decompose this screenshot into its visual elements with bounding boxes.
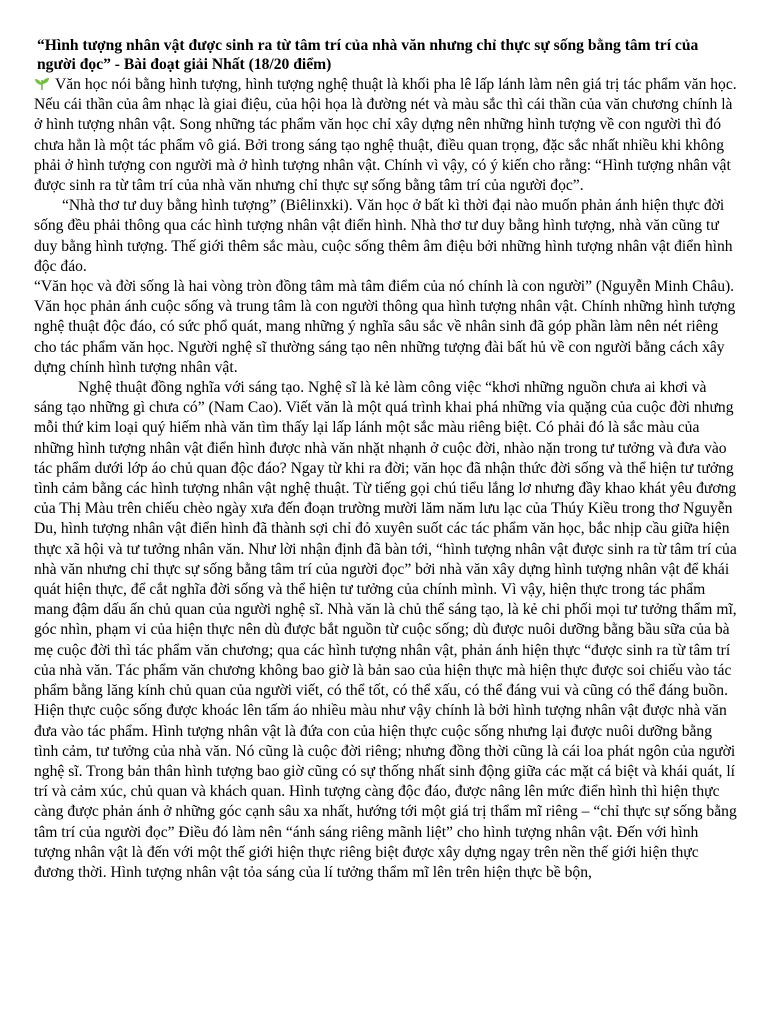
- paragraph: Nghệ thuật đồng nghĩa với sáng tạo. Nghệ sĩ là kẻ làm công việc “khơi những nguồn chưa ai khơi và sáng tạo những gì chưa có” (Nam Cao). Viết văn là một quá trình khai phá những vỉa quặng của cuộc đời nhưng mỗi thứ kim loại quý hiếm nhà văn tìm thấy lại lấp lánh một sắc màu riêng biệt. Có phải đó là sắc màu của những hình tượng nhân vật điển hình được nhà văn nhặt nhạnh ở cuộc đời, nhào nặn trong tư tưởng và đưa vào tác phẩm dưới lớp áo chủ quan độc đáo? Ngay từ khi ra đời; văn học đã nhận thức đời sống và thể hiện tư tưởng tình cảm bằng các hình tượng nhân vật nghệ thuật. Từ tiếng gọi chú tiểu lắng lơ nhưng đầy khao khát yêu đương của Thị Màu trên chiếu chèo ngày xưa đến đoạn trường mười lăm năm lưu lạc của Thúy Kiều trong thơ Nguyễn Du, hình tượng nhân vật điển hình đã thành sợi chỉ đỏ xuyên suốt các tác phẩm văn học, bắc nhịp cầu giữa hiện thực xã hội và tư tưởng nhân văn. Như lời nhận định đã bàn tới, “hình tượng nhân vật được sinh ra từ tâm trí của nhà văn nhưng chỉ thực sự sống bằng tâm trí của người đọc” bởi nhà văn xây dựng hình tượng nhân vật để khái quát hiện thực, để cắt nghĩa đời sống và thể hiện tư tưởng của chính mình. Vì vậy, hiện thực trong tác phẩm mang đậm dấu ấn chủ quan của người nghệ sĩ. Nhà văn là chủ thể sáng tạo, là kẻ chi phối mọi tư tưởng thẩm mĩ, góc nhìn, phạm vi của hiện thực nên dù được bắt nguồn từ cuộc sống; dù được nuôi dưỡng bằng bầu sữa của bà mẹ cuộc đời thì tác phẩm văn chương; qua các hình tượng nhân vật, phản ánh hiện thực “được sinh ra từ tâm trí của nhà văn. Tác phẩm văn chương không bao giờ là bản sao của hiện thực mà hiện thực được soi chiếu vào tác phẩm bằng lăng kính chủ quan của người viết, có thể tốt, có thể xấu, có thể đáng vui và cũng có thể đáng buồn. Hiện thực cuộc sống được khoác lên tấm áo nhiều màu như vậy chính là bởi hình tượng nhân vật được nhà văn đưa vào tác phẩm. Hình tượng nhân vật là đứa con của hiện thực cuộc sống nhưng lại được nuôi dưỡng bằng tình cảm, tư tưởng của nhà văn. Nó cũng là cuộc đời riêng; nhưng đồng thời cũng là cái loa phát ngôn của người nghệ sĩ. Trong bản thân hình tượng bao giờ cũng có sự thống nhất sinh động giữa các mặt cá biệt và khái quát, lí trí và cảm xúc, chủ quan và khách quan. Hình tượng càng độc đáo, được nâng lên mức điển hình thì hiện thực càng được phản ánh ở những góc cạnh sâu xa nhất, hướng tới một giá trị thẩm mĩ riêng – “chỉ thực sự sống bằng tâm trí của người đọc” Điều đó làm nên “ánh sáng riêng mãnh liệt” cho hình tượng nhân vật. Đến với hình tượng nhân vật là đến với một thế giới hiện thực riêng biệt được xây dựng ngay trên nền thế giới hiện thực đương thời. Hình tượng nhân vật tỏa sáng của lí tưởng thẩm mĩ lên trên hiện thực bề bộn,: [34, 379, 737, 881]
- paragraph: “Nhà thơ tư duy bằng hình tượng” (Biêlinxki). Văn học ở bất kì thời đại nào muốn phản ánh hiện thực đời sống đều phải thông qua các hình tượng nhân vật điển hình. Nhà thơ tư duy bằng hình tượng, nhà văn cũng tư duy bằng hình tượng. Thế giới thêm sắc màu, cuộc sống thêm âm điệu bởi những hình tượng nhân vật điển hình độc đáo.: [34, 197, 733, 275]
- leaf-icon: [34, 77, 50, 91]
- article-title: “Hình tượng nhân vật được sinh ra từ tâm trí của nhà văn nhưng chỉ thực sự sống bằng tâm trí của người đọc” - Bài đoạt giải Nhất (18/20 điểm): [37, 37, 699, 73]
- paragraph-text: Văn học nói bằng hình tượng, hình tượng nghệ thuật là khối pha lê lấp lánh làm nên giá trị tác phẩm văn học. Nếu cái thần của âm nhạc là giai điệu, của hội họa là đường nét và màu sắc thì cái thần của văn chương chính là ở hình tượng nhân vật. Song những tác phẩm văn học chỉ xây dựng nên những hình tượng về con người thì đó chưa hẳn là một tác phẩm vô giá. Bởi trong sáng tạo nghệ thuật, điều quan trọng, đặc sắc nhất nhiều khi không phải ở hình tượng con người mà ở hình tượng nhân vật. Chính vì vậy, có ý kiến cho rằng: “Hình tượng nhân vật được sinh ra từ tâm trí của nhà văn nhưng chỉ thực sự sống bằng tâm trí của người đọc”.: [34, 76, 737, 195]
- paragraph-intro: [34, 75, 738, 196]
- paragraph: “Văn học và đời sống là hai vòng tròn đồng tâm mà tâm điểm của nó chính là con người” (Nguyễn Minh Châu). Văn học phản ánh cuộc sống và trung tâm là con người thông qua hình tượng nhân vật. Chính những hình tượng nghệ thuật độc đáo, có sức phổ quát, mang những ý nghĩa sâu sắc về nhân sinh đã góp phần làm nên nét riêng cho tác phẩm văn học. Người nghệ sĩ thường sáng tạo nên những tượng đài bất hủ về con người bằng cách xây dựng chính hình tượng nhân vật.: [34, 278, 736, 376]
- article-body: [34, 75, 738, 883]
